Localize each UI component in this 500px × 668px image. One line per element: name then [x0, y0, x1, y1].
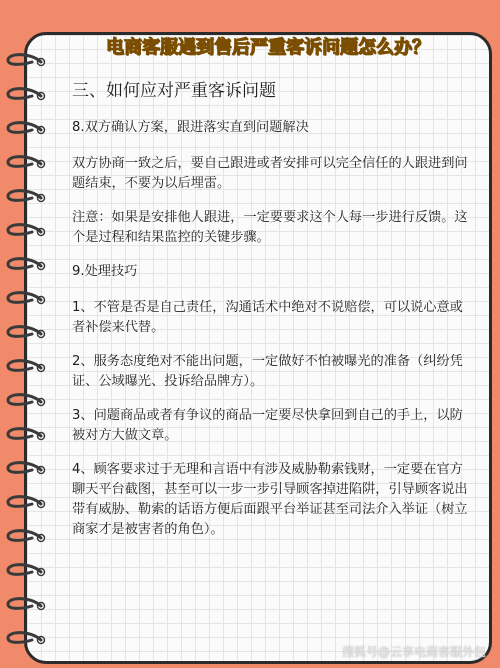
page-title: 电商客服遇到售后严重客诉问题怎么办？	[106, 37, 430, 58]
section-8	[72, 118, 472, 248]
paragraph: 1、不管是否是自己责任，沟通话术中绝对不说赔偿，可以说心意或者补偿来代替。	[72, 300, 463, 335]
section-heading: 9.处理技巧	[72, 264, 138, 279]
section-9	[72, 262, 472, 540]
article-body	[72, 72, 472, 554]
paragraph: 双方协商一致之后，要自己跟进或者安排可以完全信任的人跟进到问题结束，不要为以后埋雷。	[72, 156, 468, 191]
paragraph: 4、顾客要求过于无理和言语中有涉及威胁勒索钱财，一定要在官方聊天平台截图，甚至可以一步一步引导顾客掉进陷阱，引导顾客说出带有威胁、勒索的话语方便后面跟平台举证甚至司法介入举证（树立商家才是被害者的角色）。	[72, 462, 468, 537]
paragraph: 3、问题商品或者有争议的商品一定要尽快拿回到自己的手上，以防被对方大做文章。	[72, 408, 463, 443]
watermark: 搜狐号@云享电商客服外包	[341, 645, 486, 659]
section-title: 三、如何应对严重客诉问题	[72, 81, 276, 101]
paragraph: 2、服务态度绝对不能出问题，一定做好不怕被曝光的准备（纠纷凭证、公域曝光、投诉给品牌方）。	[72, 354, 463, 389]
section-heading: 8.双方确认方案，跟进落实直到问题解决	[72, 120, 309, 135]
paragraph: 注意：如果是安排他人跟进，一定要要求这个人每一步进行反馈。这个是过程和结果监控的关键步骤。	[72, 210, 468, 245]
